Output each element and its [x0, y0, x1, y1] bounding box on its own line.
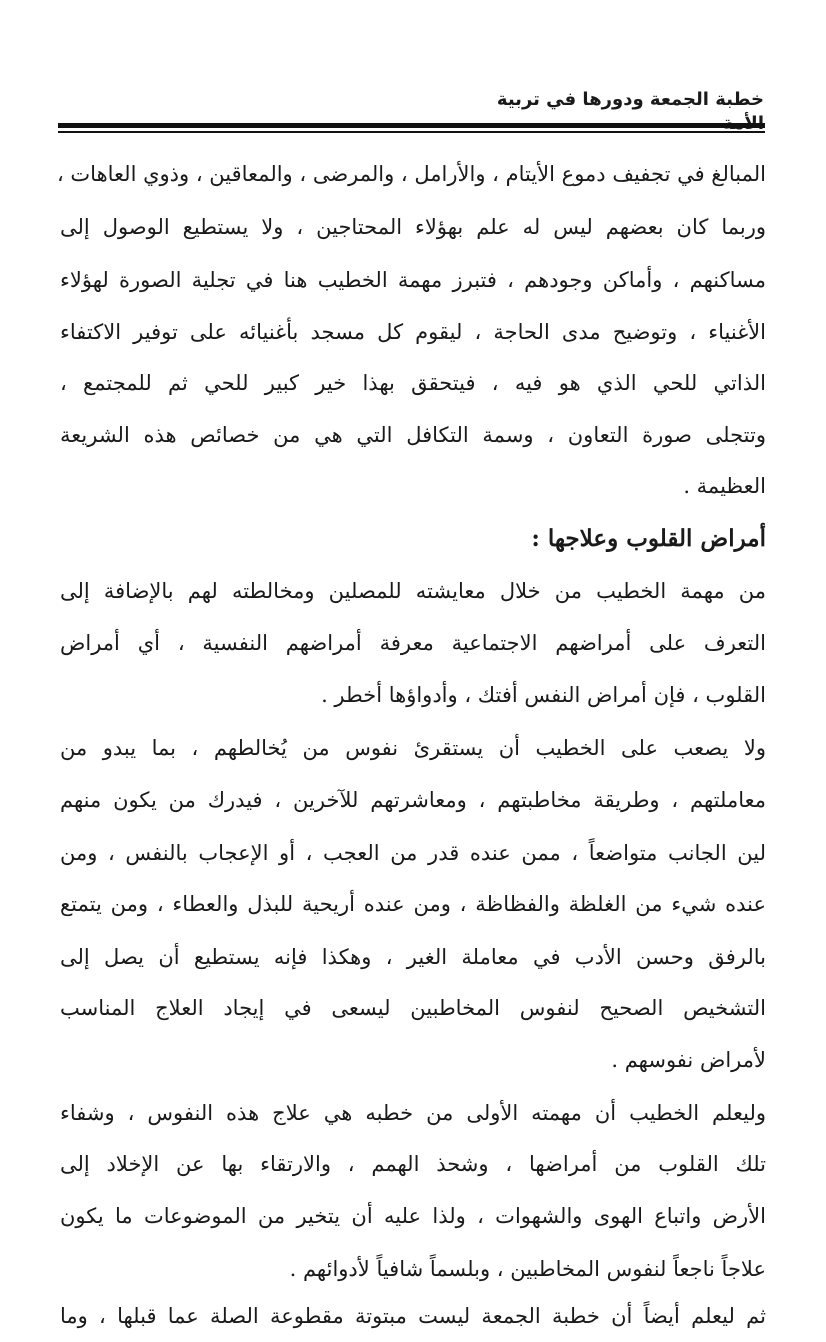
text-line: وربما كان بعضهم ليس له علم بهؤلاء المحتاجين ، ولا يستطيع الوصول إلى [60, 215, 766, 239]
text-line: ولا يصعب على الخطيب أن يستقرئ نفوس من يُخالطهم ، بما يبدو من [60, 736, 766, 760]
text-line: ثم ليعلم أيضاً أن خطبة الجمعة ليست مبتوتة مقطوعة الصلة عما قبلها ، وما [60, 1304, 766, 1328]
text-line: معاملتهم ، وطريقة مخاطبتهم ، ومعاشرتهم للآخرين ، فيدرك من يكون منهم [60, 788, 766, 812]
text-line: لأمراض نفوسهم . [611, 1048, 766, 1072]
text-line: علاجاً ناجعاً لنفوس المخاطبين ، وبلسماً شافياً لأدوائهم . [289, 1257, 766, 1281]
text-line: وتتجلى صورة التعاون ، وسمة التكافل التي هي من خصائص هذه الشريعة [60, 423, 766, 447]
header-rule-thin [58, 131, 765, 133]
text-line: وليعلم الخطيب أن مهمته الأولى من خطبه هي علاج هذه النفوس ، وشفاء [60, 1101, 766, 1125]
text-line: المبالغ في تجفيف دموع الأيتام ، والأرامل ، والمرضى ، والمعاقين ، وذوي العاهات ، [56, 162, 766, 186]
text-line: التعرف على أمراضهم الاجتماعية معرفة أمراضهم النفسية ، أي أمراض [60, 631, 766, 655]
text-line: الأرض واتباع الهوى والشهوات ، ولذا عليه أن يتخير من الموضوعات ما يكون [60, 1204, 766, 1228]
text-line: من مهمة الخطيب من خلال معايشته للمصلين ومخالطته لهم بالإضافة إلى [60, 579, 766, 603]
header-rule-thick [58, 123, 765, 128]
text-line: الذاتي للحي الذي هو فيه ، فيتحقق بهذا خير كبير للحي ثم للمجتمع ، [60, 371, 766, 395]
text-line: تلك القلوب من أمراضها ، وشحذ الهمم ، والارتقاء بها عن الإخلاد إلى [60, 1152, 766, 1176]
running-header: خطبة الجمعة ودورها في تربية [496, 89, 764, 110]
text-line: الأغنياء ، وتوضيح مدى الحاجة ، ليقوم كل مسجد بأغنيائه على توفير الاكتفاء [60, 320, 766, 344]
text-line: العظيمة . [683, 474, 766, 498]
text-line: عنده شيء من الغلظة والفظاظة ، ومن عنده أريحية للبذل والعطاء ، ومن يتمتع [60, 892, 766, 916]
text-line: مساكنهم ، وأماكن وجودهم ، فتبرز مهمة الخطيب هنا في تجلية الصورة لهؤلاء [60, 268, 766, 292]
section-heading: أمراض القلوب وعلاجها : [531, 525, 766, 552]
text-line: لين الجانب متواضعاً ، ممن عنده قدر من العجب ، أو الإعجاب بالنفس ، ومن [60, 841, 766, 865]
text-line: بالرفق وحسن الأدب في معاملة الغير ، وهكذا فإنه يستطيع أن يصل إلى [60, 945, 766, 969]
text-line: التشخيص الصحيح لنفوس المخاطبين ليسعى في إيجاد العلاج المناسب [60, 996, 766, 1020]
text-line: القلوب ، فإن أمراض النفس أفتك ، وأدواؤها أخطر . [321, 683, 766, 707]
